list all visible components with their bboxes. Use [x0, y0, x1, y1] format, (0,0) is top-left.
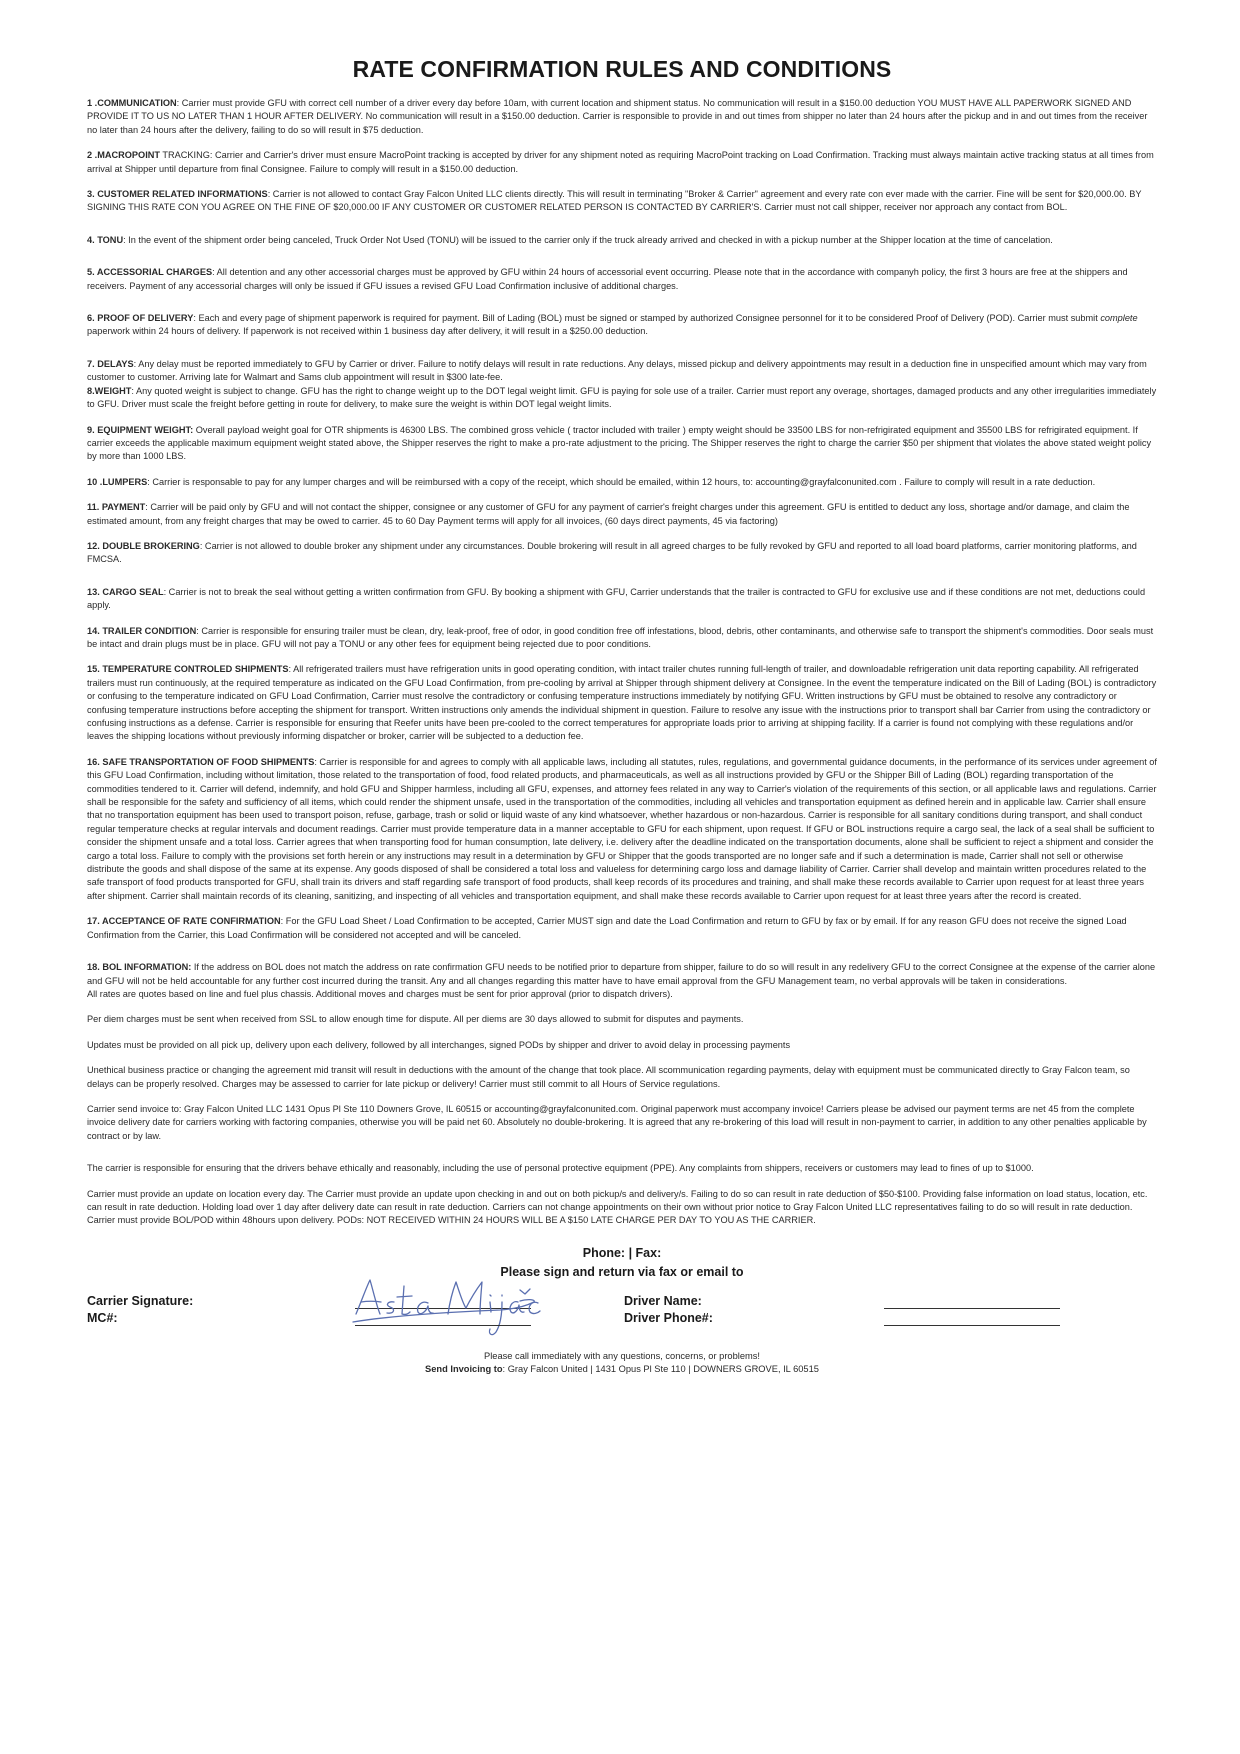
- invoice-label: Send Invoicing to: [425, 1363, 503, 1374]
- footer-call-line: Please call immediately with any questions, concerns, or problems!: [484, 1350, 760, 1361]
- driver-phone-label: Driver Phone#:: [624, 1310, 713, 1325]
- carrier-signature-label: Carrier Signature:: [87, 1293, 194, 1308]
- return-instructions: Please sign and return via fax or email to: [500, 1264, 744, 1279]
- section-macropoint: 2 .MACROPOINT TRACKING: Carrier and Carrier's driver must ensure MacroPoint tracking is accepted by driver for any shipment noted as requiring MacroPoint tracking on Load Confirmation. Tracking must always maintain active tracking status at all times from arrival at Shipper until departure from final Consignee. Failure to comply will result in a $150.00 deduction.: [87, 150, 1154, 174]
- note-per-diem: Per diem charges must be sent when received from SSL to allow enough time for dispute. All per diems are 30 days allowed to submit for disputes and payments.: [87, 1014, 744, 1025]
- note-ppe: The carrier is responsible for ensuring that the drivers behave ethically and reasonably, including the use of personal protective equipment (PPE). Any complaints from shippers, receivers or customers may lead to fines of up to $1000.: [87, 1163, 1034, 1174]
- driver-name-label: Driver Name:: [624, 1293, 702, 1308]
- document-page: [87, 56, 1157, 1376]
- note-updates: Updates must be provided on all pick up, delivery upon each delivery, followed by all interchanges, signed PODs by shipper and driver to avoid delay in processing payments: [87, 1039, 791, 1050]
- note-invoice: Carrier send invoice to: Gray Falcon United LLC 1431 Opus Pl Ste 110 Downers Grove, IL 60515 or accounting@grayfalconunited.com. Original paperwork must accompany invoice! Carriers please be advised our payment terms are net 45 from the complete invoice delivery date for carriers working with factoring companies, otherwise you will be paid net 60. Absolutely no double-brokering. It is agreed that any re-brokering of this load will result in non-payment to carrier, in addition to any other penalties applicable by contract or by law.: [87, 1103, 1147, 1141]
- mc-label: MC#:: [87, 1310, 118, 1325]
- section-temperature: 15. TEMPERATURE CONTROLED SHIPMENTS: All refrigerated trailers must have refrigeration units in good operating condition, with intact trailer chutes running full-length of trailer, and downloadable refrigeration unit data reporting capability. All refrigerated trailers must run continuously, at the required temperature as indicated on the GFU Load Confirmation, from pre-cooling by arrival at Shipper through shipment delivery at Consignee. In the event the temperature indicated on the Bill of Lading (BOL) is contradictory or confusing to the temperature indicated on GFU Load Confirmation, Carrier must resolve the contradictory or confusing temperature instructions immediately by notifying GFU. Written instructions by GFU must be obtained to resolve any contradictory or confusing temperature instructions before accepting the shipment for transport. Written instructions only amends the individual shipment in question. Failure to resolve any issue with the instructions prior to transport shall bar Carrier from using the contradictory or confusing instructions as a defense. Carrier is responsible for ensuring that Reefer units have been pre-cooled to the correct temperatures for appropriate loads prior to arriving at shipping facility. If a carrier is found not complying with these regulations and/or leaves the shipping locations without previously informing dispatcher or broker, carrier will be subjected to a deduction fee.: [87, 664, 1157, 742]
- section-food-safety: 16. SAFE TRANSPORTATION OF FOOD SHIPMENTS: Carrier is responsible for and agrees to comply with all applicable laws, including all statutes, rules, regulations, and governmental guidance documents, in the performance of its services under agreement of this GFU Load Confirmation, including without limitation, those related to the transportation of food, food related products, and pharmaceuticals, as well as all instructions provided by GFU or the Shipper Bill of Lading (BOL) regarding transportation of the commodities tendered to it. Carrier will defend, indemnify, and hold GFU and Shipper harmless, including all GFU, expenses, and attorney fees related in any way to Carrier's violation of the requirements of this section, or all applicable laws and regulations. Carrier shall be responsible for the safety and sufficiency of all items, which could render the shipment unsafe, used in the transportation of the commodities, including all vehicles and transportation equipment as defined herein and in applicable law. Carrier shall ensure that no transportation equipment has been used to transport poison, refuse, garbage, trash or solid or liquid waste of any kind whatsoever, whether hazardous or non-hazardous. Carrier is responsible for all sanitary conditions during transport, and shall conduct regular temperature checks at regular intervals and document readings. Carrier must provide temperature data in a manner acceptable to GFU for each shipment, upon request. If GFU or BOL instructions require a cargo seal, the lack of a seal shall be sufficient to consider the shipment unsafe and a total loss. Carrier agrees that when transporting food for human consumption, late delivery, i.e. delivery after the deadline indicated on the transportation documents, alone shall be sufficient to reject a shipment and consider the cargo a total loss. Failure to comply with the provisions set forth herein or any instructions may result in a determination by GFU or Shipper that the goods transported are no longer safe and if such a determination is made, Carrier shall not sell or otherwise distribute the goods and shall dispose of the same at its expense. Any goods disposed of shall be considered a total loss and valueless for determining cargo loss and damage liability of Carrier. Carrier shall develop and maintain written procedures related to the safe transport of food products transported for GFU, shall train its drivers and staff regarding safe transport of food products, shall keep records of its procedures and training, and shall make these records available to Carrier upon request for at least three years after shipment. Carrier shall maintain records of its cleaning, sanitizing, and inspecting of all vehicles and transportation equipment, and shall make these records available to Carrier upon request for at least three years after the record is created.: [87, 756, 1157, 901]
- invoice-address: : Gray Falcon United | 1431 Opus Pl Ste 110 | DOWNERS GROVE, IL 60515: [502, 1363, 819, 1374]
- note-location-updates: Carrier must provide an update on location every day. The Carrier must provide an update upon checking in and out on both pickup/s and delivery/s. Failing to do so can result in rate deduction of $50-$100. Providing false information on load status, location, etc. can result in rate deduction. Holding load over 1 day after delivery date can result in rate deduction. Carriers can not change appointments on their own without prior notice to Gray Falcon United LLC representatives failing to do so will result in rate deduction. Carrier must provide BOL/POD within 48hours upon delivery. PODs: NOT RECEIVED WITHIN 24 HOURS WILL BE A $150 LATE CHARGE PER DAY TO YOU AS THE CARRIER.: [87, 1188, 1148, 1226]
- section-delays: 7. DELAYS: Any delay must be reported immediately to GFU by Carrier or driver. Failure to notify delays will result in rate reductions. Any delays, missed pickup and delivery appointments may result in a deduction fine in unspecified amount which may vary from customer to customer. Arriving late for Walmart and Sams club appointment will result in $300 late-fee.: [87, 358, 1147, 383]
- footer: [87, 1350, 1157, 1376]
- section-proof-of-delivery: 6. PROOF OF DELIVERY: Each and every page of shipment paperwork is required for payment. Bill of Lading (BOL) must be signed or stamped by authorized Consignee personnel for it to be considered Proof of Delivery (POD). Carrier must submit complete paperwork within 24 hours of delivery. If paperwork is not received within 1 business day after delivery, it will result in a $250.00 deduction.: [87, 313, 1138, 337]
- section-payment: 11. PAYMENT: Carrier will be paid only by GFU and will not contact the shipper, consignee or any customer of GFU for any payment of carrier's freight charges under this agreement. GFU is entitled to deduct any loss, shortage and/or damage, and claim the estimated amount, from any freight charges that may be owed to carrier. 45 to 60 Day Payment terms will apply for all invoices, (60 days direct payments, 45 via factoring): [87, 502, 1130, 526]
- section-trailer-condition: 14. TRAILER CONDITION: Carrier is responsible for ensuring trailer must be clean, dry, leak-proof, free of odor, in good condition free off infestations, blood, debris, other contaminants, and otherwise safe to transport the shipment's commodities. Door seals must be intact and drain plugs must be in place. GFU will not pay a TONU or any other fees for equipment being rejected due to poor conditions.: [87, 625, 1154, 649]
- section-communication: 1 .COMMUNICATION: Carrier must provide GFU with correct cell number of a driver every day before 10am, with current location and shipment status. No communication will result in a $150.00 deduction YOU MUST HAVE ALL PAPERWORK SIGNED AND PROVIDE IT TO US NO LATER THAN 1 HOUR AFTER DELIVERY. No communication will result in a $150.00 deduction. Carrier is responsible to provide in and out times from shipper no later than 24 hours after the pickup and in and out times from the receiver no later than 24 hours after the delivery, failing to do so will result in $75 deduction.: [87, 98, 1148, 135]
- section-accessorial: 5. ACCESSORIAL CHARGES: All detention and any other accessorial charges must be approved by GFU within 24 hours of accessorial event occurring. Please note that in the accordance with companyh policy, the first 3 hours are free at the shippers and receivers. Payment of any accessorial charges will only be issued if GFU issues a revised GFU Load Confirmation inclusive of additional charges.: [87, 267, 1128, 291]
- signature-row: [87, 1294, 1157, 1311]
- note-rates: All rates are quotes based on line and fuel plus chassis. Additional moves and charges must be sent for prior approval (prior to dispatch drivers).: [87, 988, 673, 999]
- handwritten-signature: [350, 1272, 545, 1338]
- note-unethical: Unethical business practice or changing the agreement mid transit will result in deductions with the amount of the change that took place. All scommunication regarding payments, delay with equipment must be communicated directly to Gray Falcon team, so delays can be properly resolved. Charges may be assessed to carrier for late pickup or delivery! Carrier must still commit to all Hours of Service regulations.: [87, 1065, 1130, 1089]
- signature-block: [87, 1294, 1157, 1328]
- driver-name-line[interactable]: [884, 1308, 1060, 1309]
- section-acceptance: 17. ACCEPTANCE OF RATE CONFIRMATION: For the GFU Load Sheet / Load Confirmation to be accepted, Carrier MUST sign and date the Load Confirmation and return to GFU by fax or by email. If for any reason GFU does not receive the signed Load Confirmation from the Carrier, this Load Confirmation will be considered not accepted and will be canceled.: [87, 916, 1127, 940]
- section-weight: 8.WEIGHT: Any quoted weight is subject to change. GFU has the right to change weight up to the DOT legal weight limit. GFU is paying for sole use of a trailer. Carrier must report any overage, shortages, damaged products and any other irregularities immediately to GFU. Driver must scale the freight before getting in route for delivery, to make sure the weight is within DOT legal weight limits.: [87, 385, 1157, 410]
- mc-row: [87, 1311, 1157, 1328]
- contact-block: [87, 1244, 1157, 1282]
- section-customer-info: 3. CUSTOMER RELATED INFORMATIONS: Carrier is not allowed to contact Gray Falcon United LLC clients directly. This will result in terminating "Broker & Carrier" agreement and every rate con ever made with the carrier. Fine will be sent for $20,000.00. BY SIGNING THIS RATE CON YOU AGREE ON THE FINE OF $20,000.00 IF ANY CUSTOMER OR CUSTOMER RELATED PERSON IS CONTACTED BY CARRIER'S. Carrier must not call shipper, receiver nor approach any contact from BOL.: [87, 189, 1142, 213]
- section-lumpers: 10 .LUMPERS: Carrier is responsable to pay for any lumper charges and will be reimbursed with a copy of the receipt, which should be emailed, within 12 hours, to: accounting@grayfalconunited.com . Failure to comply will result in a rate deduction.: [87, 476, 1096, 487]
- section-bol-information: 18. BOL INFORMATION: If the address on BOL does not match the address on rate confirmation GFU needs to be notified prior to departure from shipper, failure to do so will result in any redelivery GFU to the correct Consignee at the expense of the carrier alone and GFU will not be held accountable for any further cost incurred during the transit. Any and all changes regarding this matter have to have email approval from the GFU Management team, no verbal approvals will be taken in considerations.: [87, 962, 1156, 986]
- section-tonu: 4. TONU: In the event of the shipment order being canceled, Truck Order Not Used (TONU) will be issued to the carrier only if the truck already arrived and checked in with a pickup number at the Shipper location at the time of cancelation.: [87, 234, 1053, 245]
- mc-line[interactable]: [355, 1325, 531, 1326]
- section-equipment-weight: 9. EQUIPMENT WEIGHT: Overall payload weight goal for OTR shipments is 46300 LBS. The combined gross vehicle ( tractor included with trailer ) empty weight should be 33500 LBS for non-refrigirated equipment and 35500 LBS for refrigirated equipment. If carrier exceeds the applicable maximum equipment weight stated above, the Shipper reserves the right to make a pro-rate adjustment to the pricing. The Shipper reserves the right to charge the carrier $50 per shipment that violates the above stated weight policy by more than 1000 LBS.: [87, 424, 1152, 462]
- phone-fax: Phone: | Fax:: [582, 1245, 662, 1260]
- footer-invoice-line: [87, 1363, 1157, 1376]
- page-title: RATE CONFIRMATION RULES AND CONDITIONS: [352, 56, 892, 82]
- section-double-brokering: 12. DOUBLE BROKERING: Carrier is not allowed to double broker any shipment under any circumstances. Double brokering will result in all agreed charges to be fully revoked by GFU and reported to all load board platforms, carrier monitoring platforms, and FMCSA.: [87, 540, 1137, 565]
- driver-phone-line[interactable]: [884, 1325, 1060, 1326]
- section-cargo-seal: 13. CARGO SEAL: Carrier is not to break the seal without getting a written confirmation from GFU. By booking a shipment with GFU, Carrier understands that the trailer is contracted to GFU for exclusive use and if these conditions are not met, deductions could apply.: [87, 586, 1146, 611]
